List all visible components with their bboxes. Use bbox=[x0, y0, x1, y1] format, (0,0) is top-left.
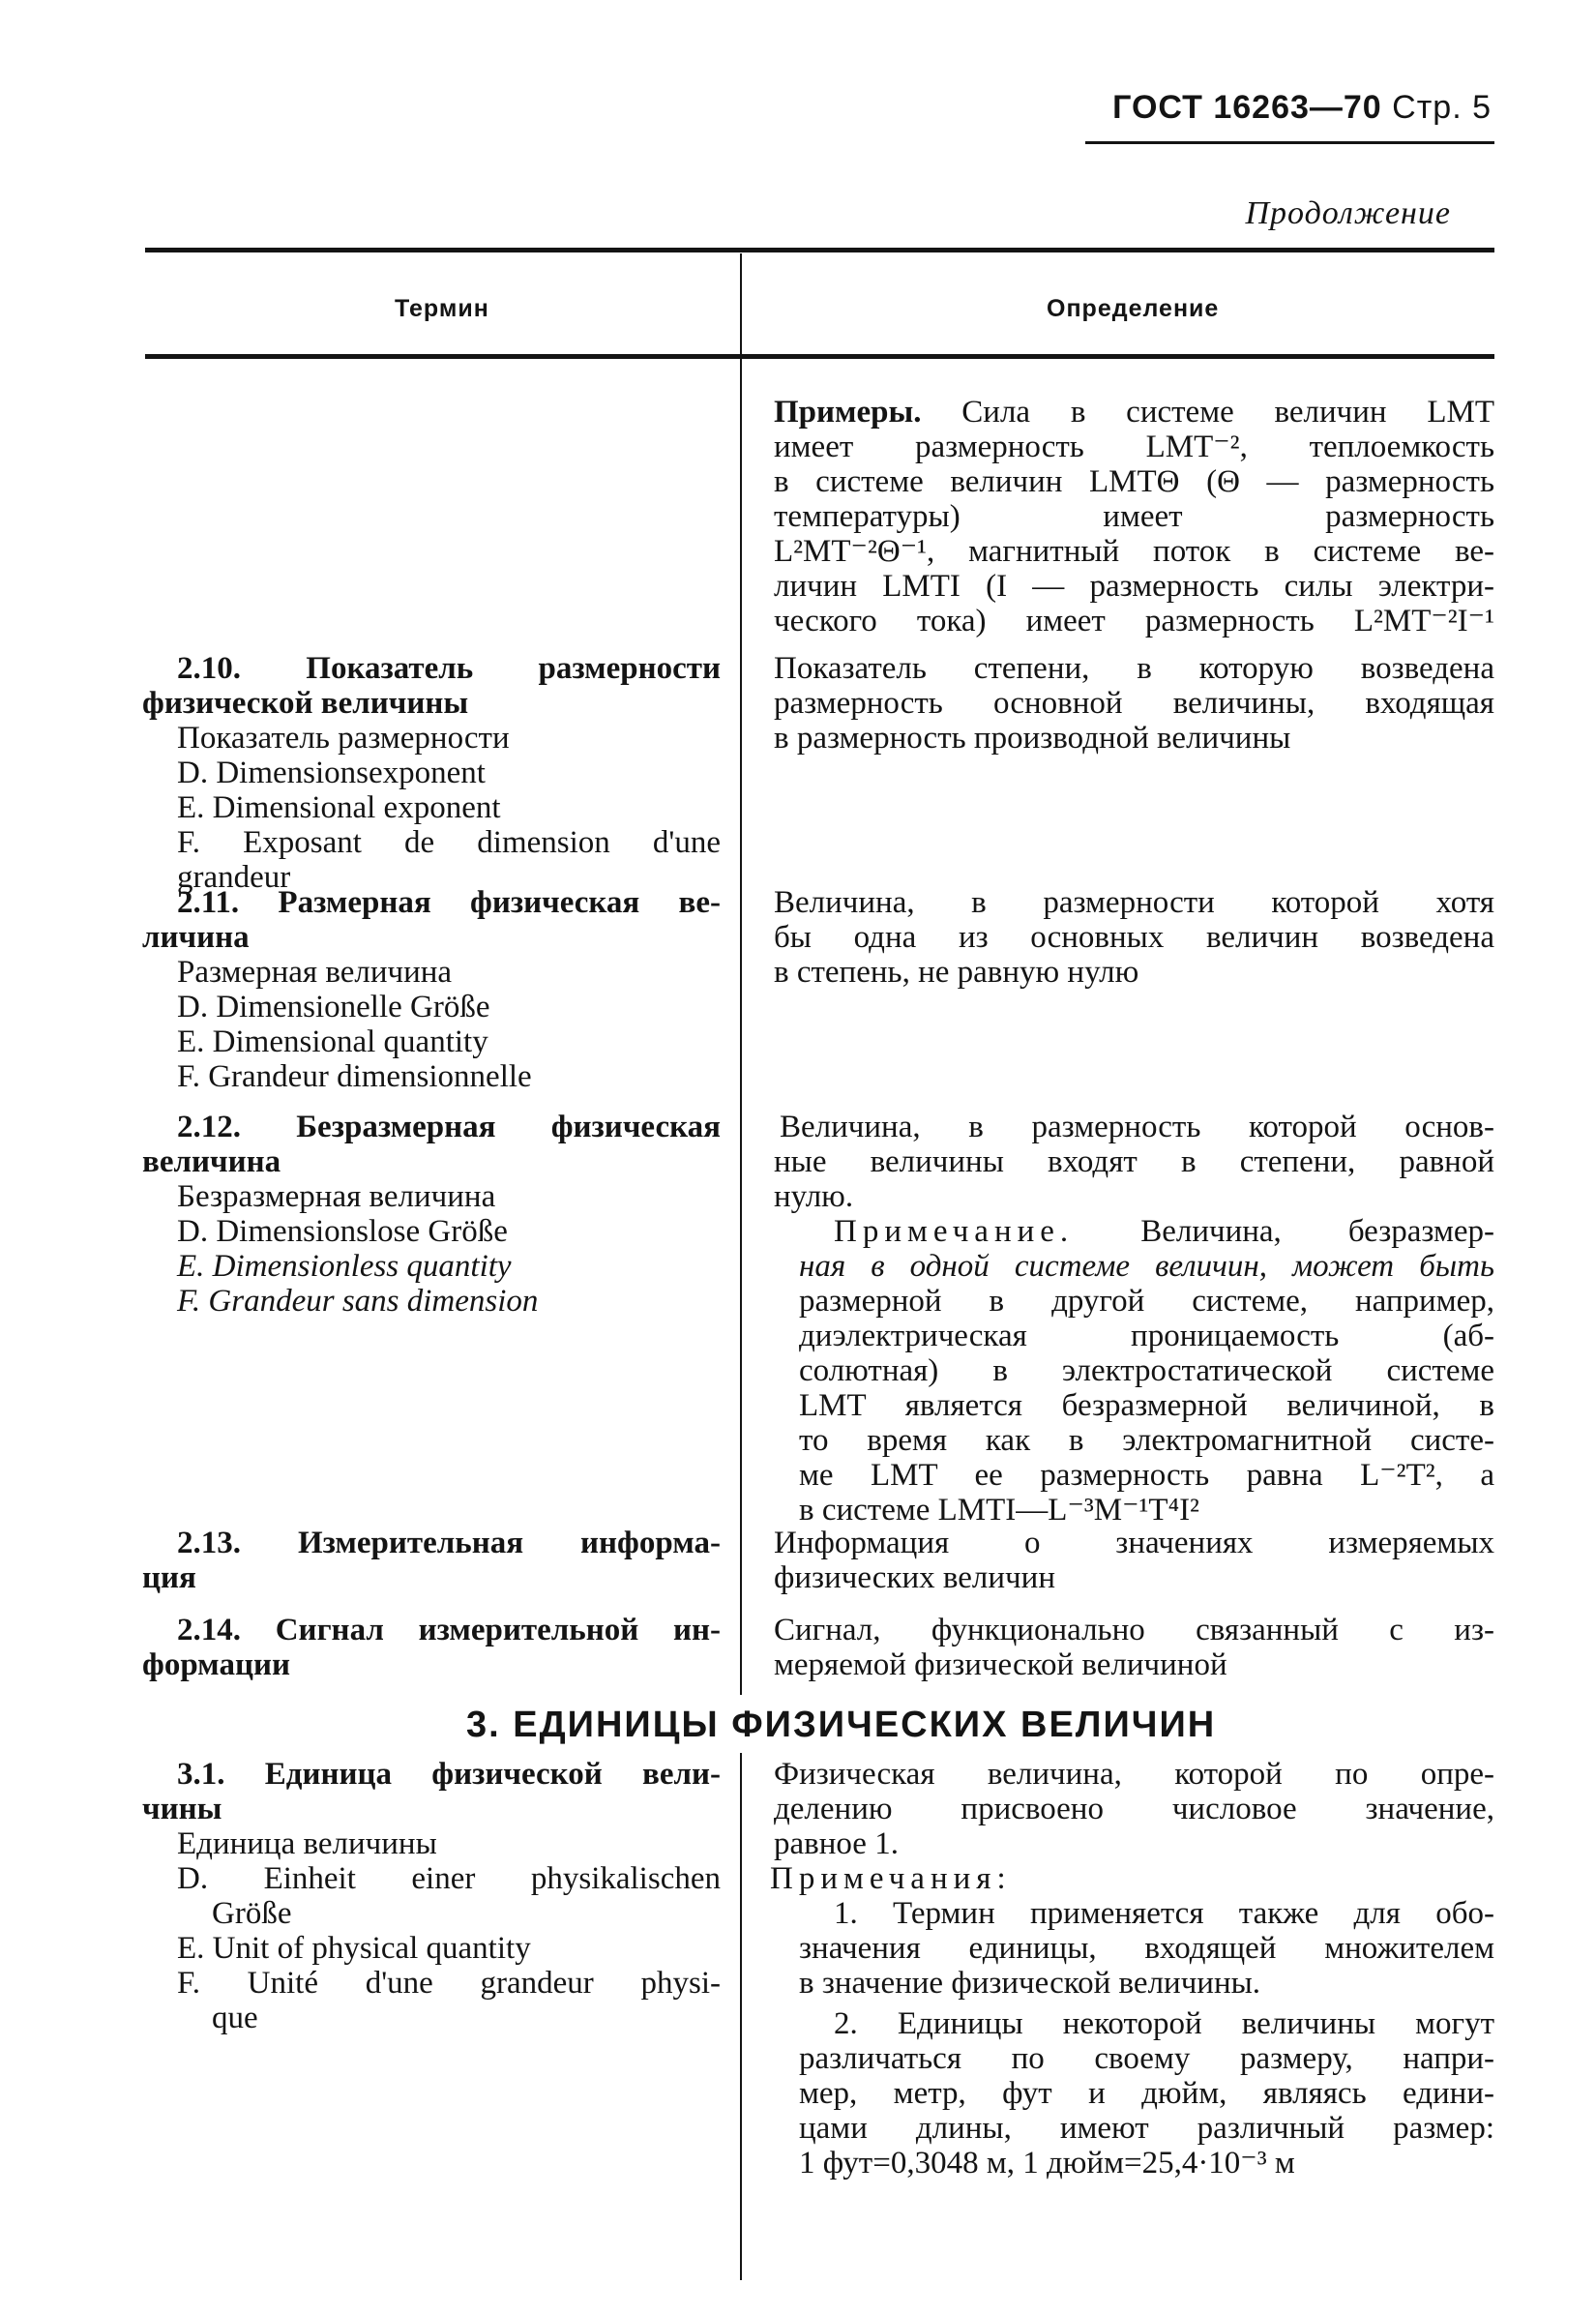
definition-2-10: Показатель степени, в которую возведена размерность основной величины, входящая в размерность производной величины bbox=[774, 651, 1494, 756]
header-rule bbox=[1085, 141, 1494, 144]
examples-label: Примеры. bbox=[774, 395, 922, 430]
page-number: Стр. 5 bbox=[1392, 89, 1492, 126]
section-3-title: 3. ЕДИНИЦЫ ФИЗИЧЕСКИХ ВЕЛИЧИН bbox=[466, 1705, 1217, 1745]
notes-label: Примечания: bbox=[770, 1861, 1012, 1896]
definition-2-12: Величина, в размерность которой основ- ные величины входят в степени, равной нулю. bbox=[774, 1110, 1494, 1214]
term-3-1: 3.1. Единица физической вели- чины Единица величины D. Einheit einer physikalischen Größe E. Unit of physical quantity F. Unité d'une grandeur physi- que bbox=[142, 1757, 721, 2035]
definition-2-11: Величина, в размерности которой хотя бы одна из основных величин возведена в степень, не равную нулю bbox=[774, 885, 1494, 990]
term-2-13: 2.13. Измерительная информа- ция bbox=[142, 1526, 721, 1595]
continuation-label: Продолжение bbox=[1245, 195, 1451, 231]
column-divider-lower bbox=[740, 1753, 742, 2280]
term-2-14: 2.14. Сигнал измерительной ин- формации bbox=[142, 1613, 721, 1682]
table-top-rule bbox=[145, 248, 1494, 252]
examples-block: Примеры. Сила в системе величин LMT имеет размерность LMT⁻², теплоемкость в системе величин LMTΘ (Θ — размерность температуры) имеет размерность L²MT⁻²Θ⁻¹, магнитный поток в системе ве- личин LMTI (I — размерность силы электри- ческого тока) имеет размерность L²MT⁻²I⁻¹ bbox=[774, 395, 1494, 638]
definition-2-13: Информация о значениях измеряемых физических величин bbox=[774, 1526, 1494, 1595]
note-2-12: Примечание. Величина, безразмер- ная в одной системе величин, может быть размерной в другой системе, например, диэлектрическая проницаемость (аб- солютная) в электростатической системе LMT является безразмерной величиной, в то время как в электромагнитной систе- ме LMT ее размерность равна L⁻²T², а в системе LMTI—L⁻³M⁻¹T⁴I² bbox=[799, 1214, 1495, 1528]
standard-code: ГОСТ 16263—70 bbox=[1112, 89, 1382, 126]
term-2-12: 2.12. Безразмерная физическая величина Безразмерная величина D. Dimensionslose Größe E. Dimensionless quantity F. Grandeur sans dimension bbox=[142, 1110, 721, 1319]
definition-3-1: Физическая величина, которой по опре- делению присвоено числовое значение, равное 1. bbox=[774, 1757, 1494, 1861]
notes-3-1: Примечания: 1. Термин применяется также для обо- значения единицы, входящей множителем в значение физической величины. 2. Единицы некоторой величины могут различаться по своему размеру, напри- мер, метр, фут и дюйм, являясь едини- цами длины, имеют различный размер: 1 фут=0,3048 м, 1 дюйм=25,4·10⁻³ м bbox=[770, 1861, 1494, 2180]
column-header-definition: Определение bbox=[1047, 295, 1220, 322]
term-2-10: 2.10. Показатель размерности физической величины Показатель размерности D. Dimensionsexponent E. Dimensional exponent F. Exposant de dimension d'une grandeur bbox=[142, 651, 721, 895]
table-header-rule bbox=[145, 354, 1494, 359]
note-label: Примечание. bbox=[834, 1214, 1075, 1249]
page-header bbox=[1112, 89, 1492, 127]
term-2-11: 2.11. Размерная физическая ве- личина Размерная величина D. Dimensionelle Größe E. Dimensional quantity F. Grandeur dimensionnelle bbox=[142, 885, 721, 1094]
definition-2-14: Сигнал, функционально связанный с из- меряемой физической величиной bbox=[774, 1613, 1494, 1682]
column-divider bbox=[740, 253, 742, 1695]
column-header-terms: Термин bbox=[395, 295, 489, 322]
